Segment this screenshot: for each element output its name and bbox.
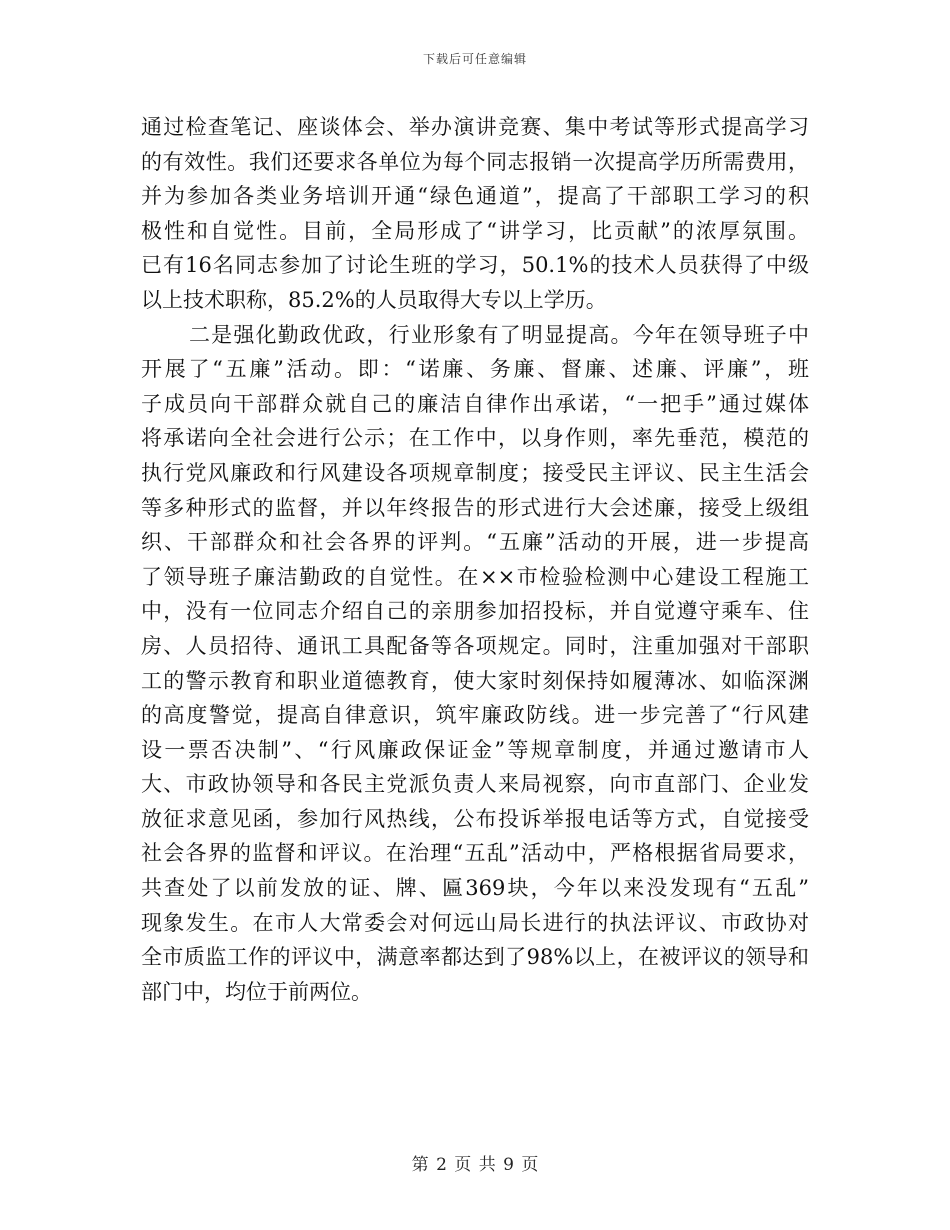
text-line: 的高度警觉，提高自律意识，筑牢廉政防线。进一步完善了“行风建 [141,703,809,728]
text-line: 现象发生。在市人大常委会对何远山局长进行的执法评议、市政协对 [141,910,809,935]
text-line: 执行党风廉政和行风建设各项规章制度；接受民主评议、民主生活会 [141,460,809,485]
text-line: 开展了“五廉”活动。即：“诺廉、务廉、督廉、述廉、评廉”，班 [141,357,809,382]
text-line: 通过检查笔记、座谈体会、举办演讲竞赛、集中考试等形式提高学习 [141,115,809,139]
text-line: 织、干部群众和社会各界的评判。“五廉”活动的开展，进一步提高 [141,530,809,555]
text-line: 房、人员招待、通讯工具配备等各项规定。同时，注重加强对干部职 [141,633,809,658]
header-note: 下载后可任意编辑 [422,52,527,66]
text-line: 子成员向干部群众就自己的廉洁自律作出承诺，“一把手”通过媒体 [141,391,809,416]
text-line: 以上技术职称，85.2%的人员取得大专以上学历。 [141,287,607,312]
text-line: 中，没有一位同志介绍自己的亲朋参加招投标，并自觉遵守乘车、住 [141,599,809,624]
document-body [141,110,809,1009]
text-line: 全市质监工作的评议中，满意率都达到了98%以上，在被评议的领导和 [141,945,809,970]
paragraph [141,110,809,318]
text-line: 的有效性。我们还要求各单位为每个同志报销一次提高学历所需费用， [141,149,809,174]
text-line: 了领导班子廉洁勤政的自觉性。在××市检验检测中心建设工程施工 [141,564,809,589]
text-line: 社会各界的监督和评议。在治理“五乱”活动中，严格根据省局要求， [141,841,809,866]
text-line: 二是强化勤政优政，行业形象有了明显提高。今年在领导班子中 [189,322,809,347]
text-line: 等多种形式的监督，并以年终报告的形式进行大会述廉，接受上级组 [141,495,809,520]
text-line: 极性和自觉性。目前，全局形成了“讲学习，比贡献”的浓厚氛围。 [141,218,809,243]
text-line: 工的警示教育和职业道德教育，使大家时刻保持如履薄冰、如临深渊 [141,668,809,693]
text-line: 并为参加各类业务培训开通“绿色通道”，提高了干部职工学习的积 [141,184,809,209]
text-line: 设一票否决制”、“行风廉政保证金”等规章制度，并通过邀请市人 [141,737,809,762]
page-number: 第 2 页 共 9 页 [411,1155,539,1175]
text-line: 已有16名同志参加了讨论生班的学习，50.1%的技术人员获得了中级 [141,253,809,278]
text-line: 放征求意见函，参加行风热线，公布投诉举报电话等方式，自觉接受 [141,806,809,831]
paragraph [141,318,809,1010]
text-line: 大、市政协领导和各民主党派负责人来局视察，向市直部门、企业发 [141,772,809,797]
text-line: 部门中，均位于前两位。 [141,979,372,1004]
text-line: 共查处了以前发放的证、牌、匾369块，今年以来没发现有“五乱” [141,876,809,901]
text-line: 将承诺向全社会进行公示；在工作中，以身作则，率先垂范，模范的 [141,426,809,451]
